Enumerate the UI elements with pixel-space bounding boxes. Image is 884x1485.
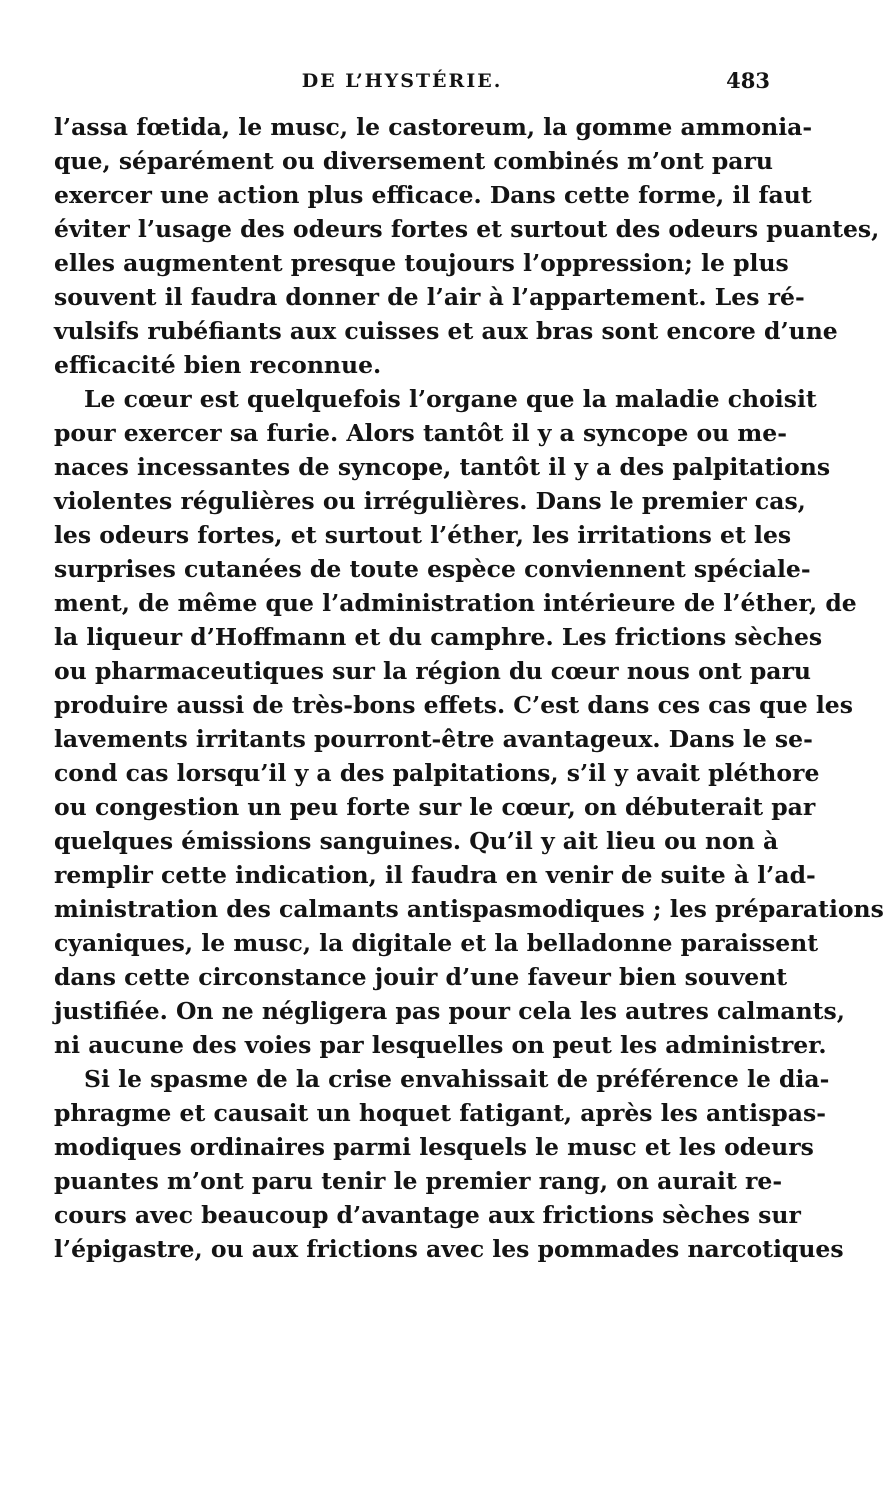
text-line: justifiée. On ne négligera pas pour cela les autres calmants, xyxy=(54,997,845,1025)
text-line: vulsifs rubéfiants aux cuisses et aux bras sont encore d’une xyxy=(54,317,838,345)
text-line: ment, de même que l’administration intérieure de l’éther, de xyxy=(54,589,857,617)
text-line: que, séparément ou diversement combinés m’ont paru xyxy=(54,147,773,175)
text-line: remplir cette indication, il faudra en venir de suite à l’ad- xyxy=(54,861,816,889)
text-line: modiques ordinaires parmi lesquels le musc et les odeurs xyxy=(54,1133,814,1161)
text-line: souvent il faudra donner de l’air à l’appartement. Les ré- xyxy=(54,283,805,311)
text-line: pour exercer sa furie. Alors tantôt il y a syncope ou me- xyxy=(54,419,787,447)
text-line: cond cas lorsqu’il y a des palpitations, s’il y avait pléthore xyxy=(54,759,820,787)
text-line: ministration des calmants antispasmodiques ; les préparations xyxy=(54,895,884,923)
text-line: produire aussi de très-bons effets. C’est dans ces cas que les xyxy=(54,691,853,719)
paragraph-start-line: Le cœur est quelquefois l’organe que la maladie choisit xyxy=(84,385,817,413)
text-line: naces incessantes de syncope, tantôt il y a des palpitations xyxy=(54,453,831,481)
paragraph-end-line: ni aucune des voies par lesquelles on peut les administrer. xyxy=(54,1031,827,1059)
text-line: puantes m’ont paru tenir le premier rang, on aurait re- xyxy=(54,1167,783,1195)
text-line: l’épigastre, ou aux frictions avec les pommades narcotiques xyxy=(54,1235,844,1263)
text-line: la liqueur d’Hoffmann et du camphre. Les frictions sèches xyxy=(54,623,823,651)
text-line: exercer une action plus efficace. Dans cette forme, il faut xyxy=(54,181,812,209)
text-line: cours avec beaucoup d’avantage aux frictions sèches sur xyxy=(54,1201,801,1229)
text-line: quelques émissions sanguines. Qu’il y ait lieu ou non à xyxy=(54,827,779,855)
text-line: ou congestion un peu forte sur le cœur, on débuterait par xyxy=(54,793,816,821)
text-line: l’assa fœtida, le musc, le castoreum, la gomme ammonia- xyxy=(54,113,813,141)
text-line: elles augmentent presque toujours l’oppression; le plus xyxy=(54,249,789,277)
page-number: 483 xyxy=(726,68,770,93)
text-line: violentes régulières ou irrégulières. Dans le premier cas, xyxy=(54,487,806,515)
text-line: dans cette circonstance jouir d’une faveur bien souvent xyxy=(54,963,788,991)
text-line: éviter l’usage des odeurs fortes et surtout des odeurs puantes, xyxy=(54,215,880,243)
text-line: lavements irritants pourront-être avantageux. Dans le se- xyxy=(54,725,813,753)
text-line: surprises cutanées de toute espèce conviennent spéciale- xyxy=(54,555,811,583)
text-line: phragme et causait un hoquet fatigant, après les antispas- xyxy=(54,1099,826,1127)
paragraph-end-line: efficacité bien reconnue. xyxy=(54,351,382,379)
running-header: DE L’HYSTÉRIE. xyxy=(301,70,503,92)
body-text xyxy=(54,110,884,1266)
paragraph-start-line: Si le spasme de la crise envahissait de préférence le dia- xyxy=(84,1065,830,1093)
text-line: cyaniques, le musc, la digitale et la belladonne paraissent xyxy=(54,929,819,957)
text-line: les odeurs fortes, et surtout l’éther, les irritations et les xyxy=(54,521,792,549)
text-line: ou pharmaceutiques sur la région du cœur nous ont paru xyxy=(54,657,812,685)
